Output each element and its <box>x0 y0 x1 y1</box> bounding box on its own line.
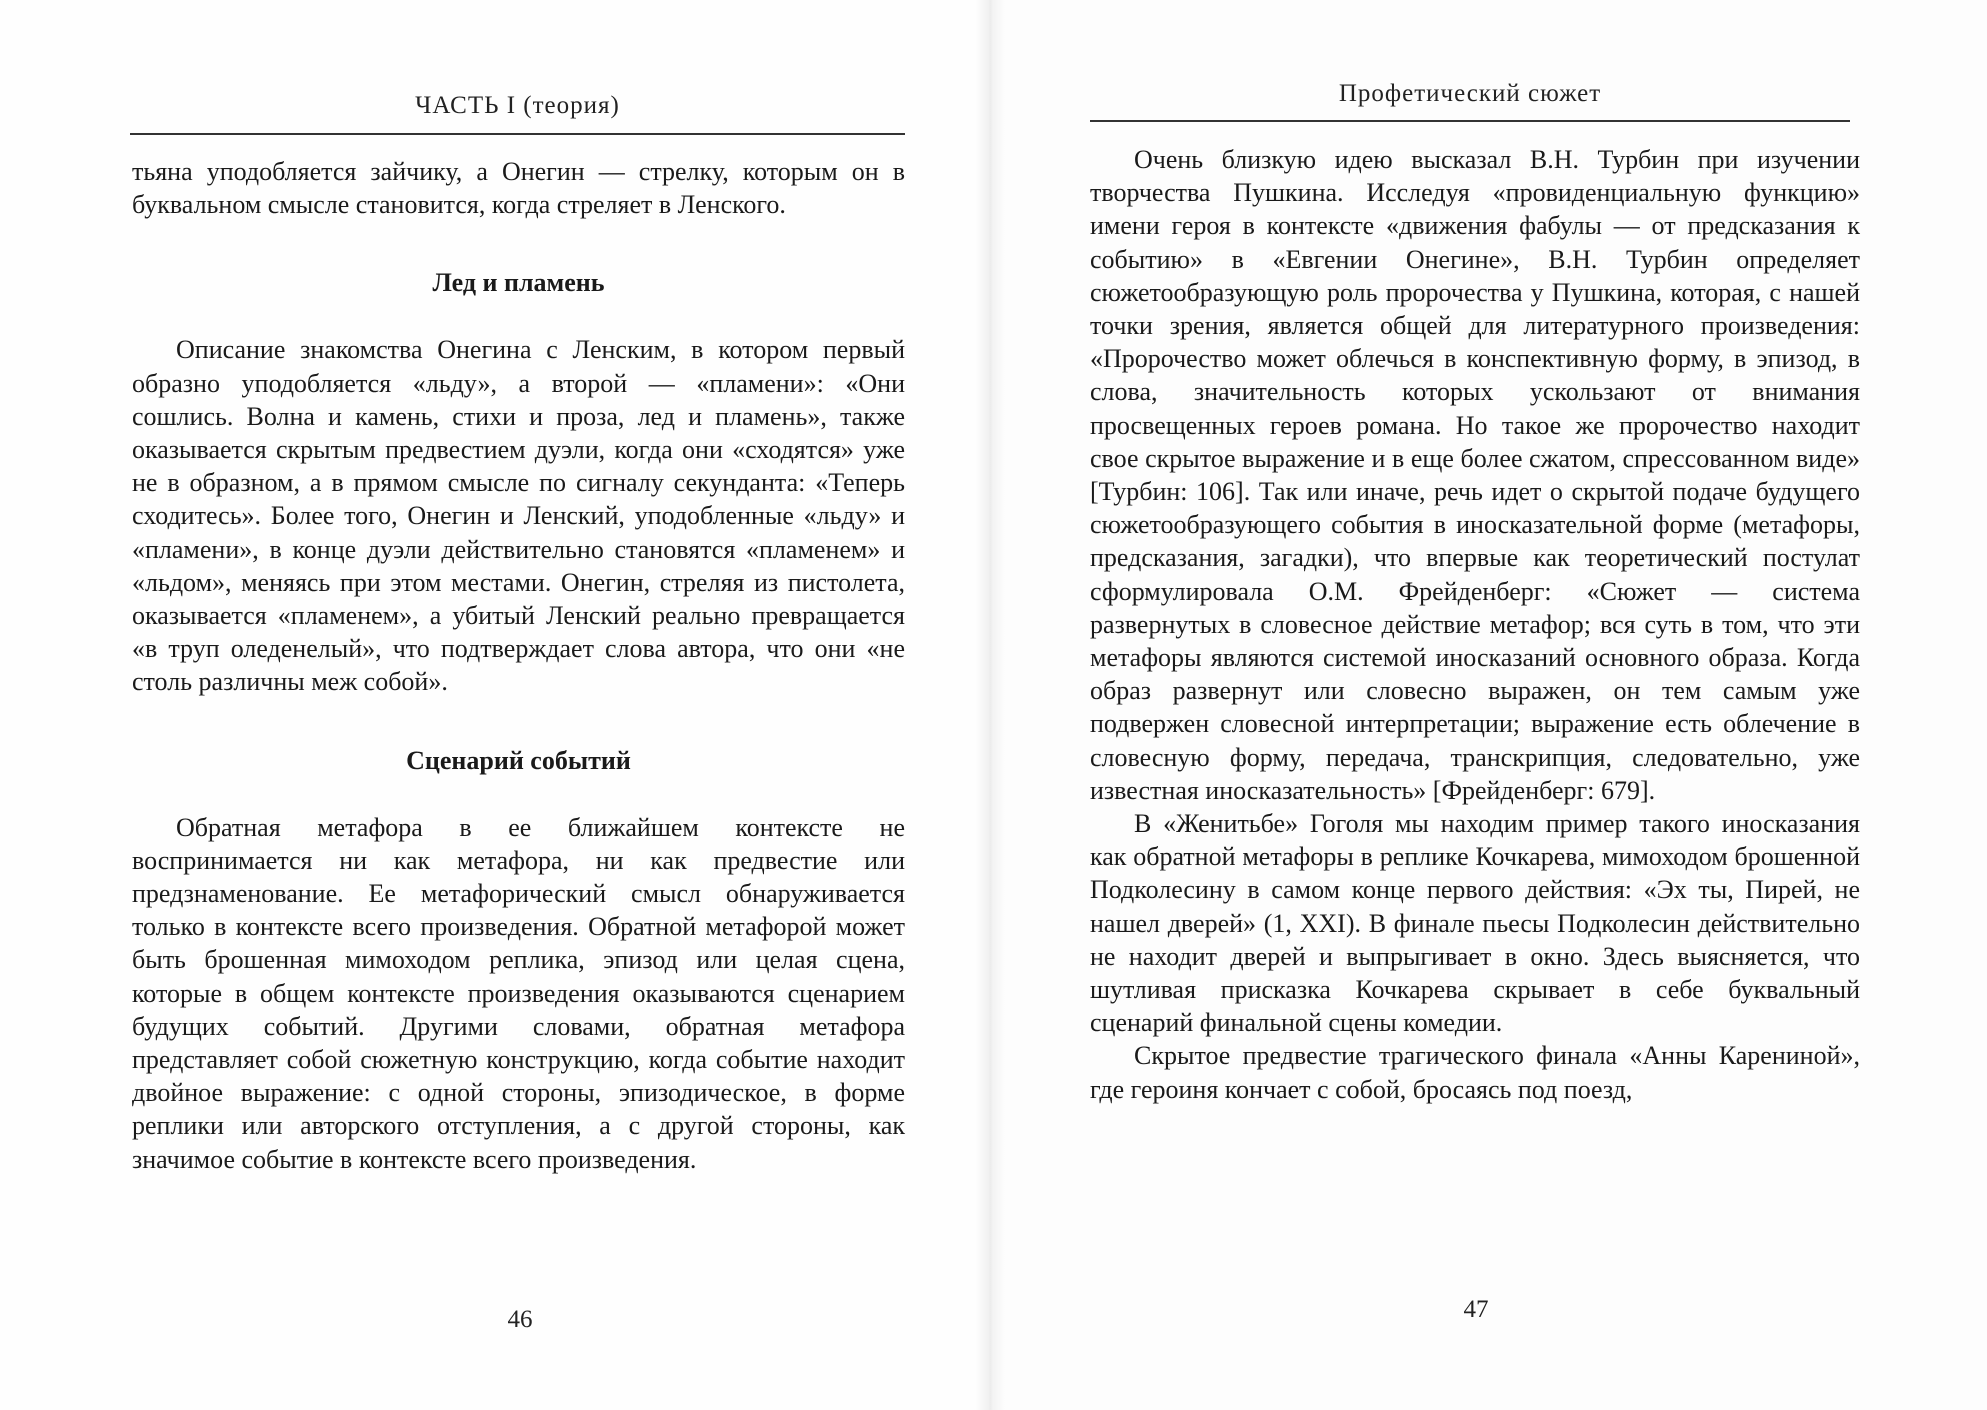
right-paragraph-2: В «Женитьбе» Гоголя мы находим пример такого иносказания как обратной метафоры в реплике Кочкарева, мимоходом брошенной Подколесину в самом конце первого действия: «Эх ты, Пирей, не нашел дверей» (1, XXI). В финале пьесы Подколесин действительно не находит дверей и выпрыгивает в окно. Здесь выясняется, что шутливая присказка Кочкарева скрывает в себе буквальный сценарий финальной сцены комедии. <box>1090 809 1860 1038</box>
right-running-head: Профетический сюжет <box>1338 80 1602 107</box>
right-head-rule <box>1090 120 1850 122</box>
section-title-ice-and-flame: Лед и пламень <box>432 268 605 298</box>
left-text-column <box>132 155 905 1176</box>
left-page-number: 46 <box>507 1306 533 1333</box>
right-text-column <box>1090 143 1860 1106</box>
section1-paragraph: Описание знакомства Онегина с Ленским, в котором первый образно уподобляется «льду», а второй — «пламени»: «Они сошлись. Волна и камень, стихи и проза, лед и пламень», также оказывается скрытым предвестием дуэли, когда они «сходятся» уже не в образном, а в прямом смысле по сигналу секунданта: «Теперь сходитесь». Более того, Онегин и Ленский, уподобленные «льду» и «пламени», в конце дуэли действительно становятся «пламенем» и «льдом», меняясь при этом местами. Онегин, стреляя из пистолета, оказывается «пламенем», а убитый Ленский реально превращается «в труп оледенелый», что подтверждает слова автора, что они «не столь различны меж собой». <box>132 335 905 697</box>
continuation-paragraph: тьяна уподобляется зайчику, а Онегин — стрелку, которым он в буквальном смысле становится, когда стреляет в Ленского. <box>132 157 905 220</box>
section2-paragraph: Обратная метафора в ее ближайшем контексте не воспринимается ни как метафора, ни как предвестие или предзнаменование. Ее метафорический смысл обнаруживается только в контексте всего произведения. Обратной метафорой может быть брошенная мимоходом реплика, эпизод или целая сцена, которые в общем контексте произведения оказываются сценарием будущих событий. Другими словами, обратная метафора представляет собой сюжетную конструкцию, когда событие находит двойное выражение: с одной стороны, эпизодическое, в форме реплики или авторского отступления, а с другой стороны, как значимое событие в контексте всего произведения. <box>132 812 905 1174</box>
right-paragraph-3: Скрытое предвестие трагического финала «Анны Карениной», где героиня кончает с собой, бросаясь под поезд, <box>1090 1041 1860 1104</box>
right-paragraph-1: Очень близкую идею высказал В.Н. Турбин при изучении творчества Пушкина. Исследуя «провиденциальную функцию» имени героя в контексте «движения фабулы — от предсказания к событию» в «Евгении Онегине», В.Н. Турбин определяет сюжетообразующую роль пророчества у Пушкина, которая, с нашей точки зрения, является общей для литературного произведения: «Пророчество может облечься в конспективную форму, в эпизод, в слова, значительность которых ускользают от внимания просвещенных героев романа. Но такое же пророчество находит свое скрытое выражение и в еще более сжатом, спрессованном виде» [Турбин: 106]. Так или иначе, речь идет о скрытой подаче будущего сюжетообразующего события в иносказательной форме (метафоры, предсказания, загадки), что впервые как теоретический постулат сформулировала О.М. Фрейденберг: «Сюжет — система развернутых в словесное действие метафор; вся суть в том, что эти метафоры являются системой иносказаний основного образа. Когда образ развернут или словесно выражен, он тем самым уже подвержен словесной интерпретации; выражение есть облечение в словесную форму, передача, транскрипция, следовательно, уже известная иносказательность» [Фрейденберг: 679]. <box>1090 145 1860 805</box>
left-running-head: ЧАСТЬ I (теория) <box>415 92 620 119</box>
left-head-rule <box>130 133 905 135</box>
section-title-scenario: Сценарий событий <box>406 745 631 775</box>
right-page-number: 47 <box>1463 1296 1489 1323</box>
book-gutter <box>975 0 1005 1410</box>
